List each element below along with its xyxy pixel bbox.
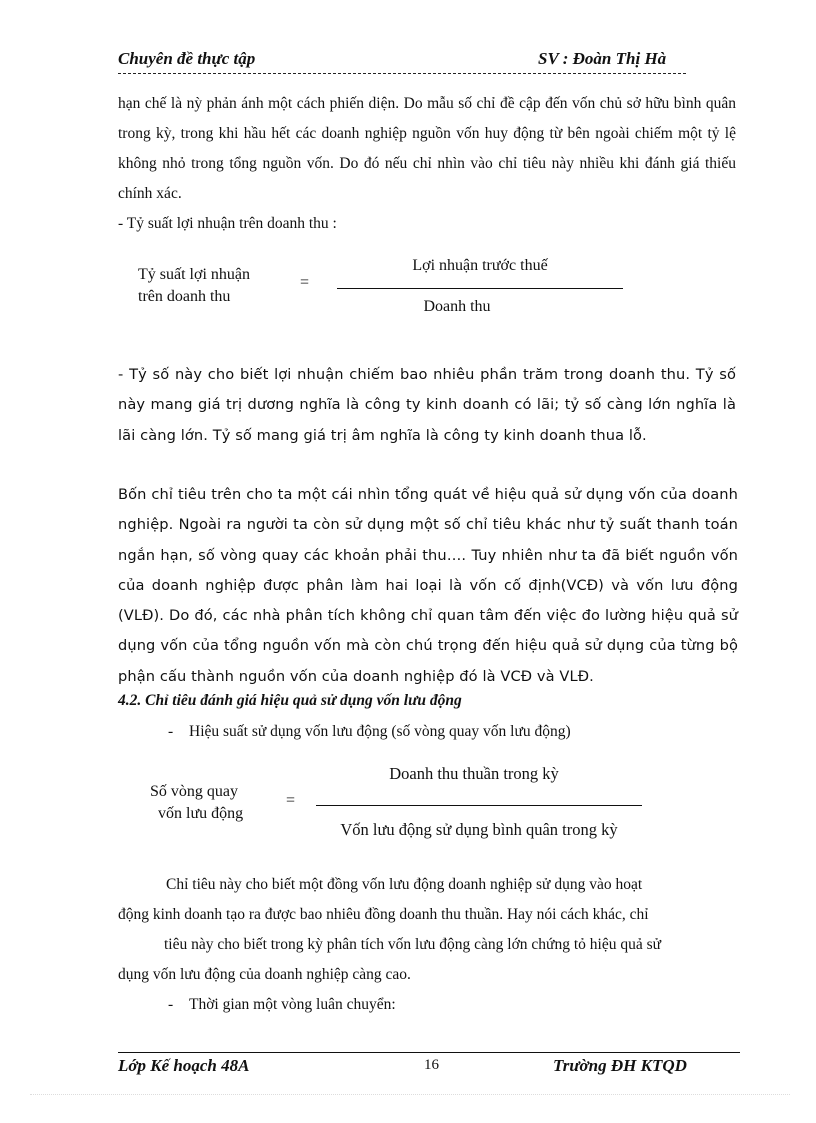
footer-divider [118, 1052, 740, 1053]
paragraph-4-line1: Chỉ tiêu này cho biết một đồng vốn lưu động doanh nghiệp sử dụng vào hoạt [166, 876, 643, 893]
footer-left: Lớp Kế hoạch 48A [118, 1056, 250, 1075]
formula1-denominator: Doanh thu [423, 298, 491, 315]
paragraph-4-line3: tiêu này cho biết trong kỳ phân tích vốn lưu động càng lớn chứng tỏ hiệu quả sử [164, 936, 662, 953]
paragraph-4-line2: động kinh doanh tạo ra được bao nhiêu đồng doanh thu thuần. Hay nói cách khác, chỉ [118, 906, 649, 923]
formula1-numerator: Lợi nhuận trước thuế [412, 257, 548, 274]
footer-right: Trường ĐH KTQD [553, 1056, 687, 1075]
bullet-turnover-dash: - [168, 723, 174, 740]
bullet-time-text: Thời gian một vòng luân chuyển: [189, 996, 396, 1013]
formula2-numerator: Doanh thu thuần trong kỳ [389, 764, 559, 783]
bullet-ros: - Tỷ suất lợi nhuận trên doanh thu : [118, 215, 337, 232]
bullet-time-dash: - [168, 996, 174, 1013]
paragraph-1: hạn chế là nỳ phản ánh một cách phiến diện. Do mẫu số chỉ đề cập đến vốn chủ sở hữu bình quân trong kỳ, trong khi hầu hết các doanh nghiệp nguồn vốn huy động từ bên ngoài chiếm một tỷ lệ không nhỏ trong tổng nguồn vốn. Do đó nếu chỉ nhìn vào chỉ tiêu này nhiều khi đánh giá thiếu chính xác. [118, 95, 736, 202]
formula2-lhs-line2: vốn lưu động [158, 805, 244, 822]
formula1-lhs-line1: Tỷ suất lợi nhuận [138, 266, 250, 283]
bullet-turnover-text: Hiệu suất sử dụng vốn lưu động (số vòng quay vốn lưu động) [189, 723, 571, 740]
paragraph-2: - Tỷ số này cho biết lợi nhuận chiếm bao nhiêu phần trăm trong doanh thu. Tỷ số này mang giá trị dương nghĩa là công ty kinh doanh có lãi; tỷ số càng lớn nghĩa là lãi càng lớn. Tỷ số mang giá trị âm nghĩa là công ty kinh doanh thua lỗ. [118, 366, 736, 444]
paragraph-4-line4: dụng vốn lưu động của doanh nghiệp càng cao. [118, 966, 411, 983]
formula1-lhs-line2: trên doanh thu [138, 288, 231, 305]
formula2-lhs-line1: Số vòng quay [150, 783, 238, 800]
header-right: SV : Đoàn Thị Hà [538, 49, 667, 68]
section-title: 4.2. Chỉ tiêu đánh giá hiệu quả sử dụng vốn lưu động [118, 692, 462, 709]
formula1-equals: = [300, 274, 310, 291]
formula2-fraction-bar [316, 805, 642, 806]
header-left: Chuyên đề thực tập [118, 49, 256, 68]
paragraph-3: Bốn chỉ tiêu trên cho ta một cái nhìn tổng quát về hiệu quả sử dụng vốn của doanh nghiệp. Ngoài ra người ta còn sử dụng một số chỉ tiêu khác như tỷ suất thanh toán ngắn hạn, số vòng quay các khoản phải thu…. Tuy nhiên như ta đã biết nguồn vốn của doanh nghiệp được phân làm hai loại là vốn cố định(VCĐ) và vốn lưu động (VLĐ). Do đó, các nhà phân tích không chỉ quan tâm đến việc đo lường hiệu quả sử dụng vốn của tổng nguồn vốn mà còn chú trọng đến hiệu quả sử dụng của từng bộ phận cấu thành nguồn vốn của doanh nghiệp đó là VCĐ và VLĐ. [118, 486, 738, 685]
header-divider [118, 73, 686, 74]
page-number: 16 [424, 1057, 439, 1073]
page-edge-dotted-line [30, 1094, 790, 1095]
formula2-equals: = [286, 792, 296, 809]
formula1-fraction-bar [337, 288, 623, 289]
formula2-denominator: Vốn lưu động sử dụng bình quân trong kỳ [340, 820, 618, 839]
